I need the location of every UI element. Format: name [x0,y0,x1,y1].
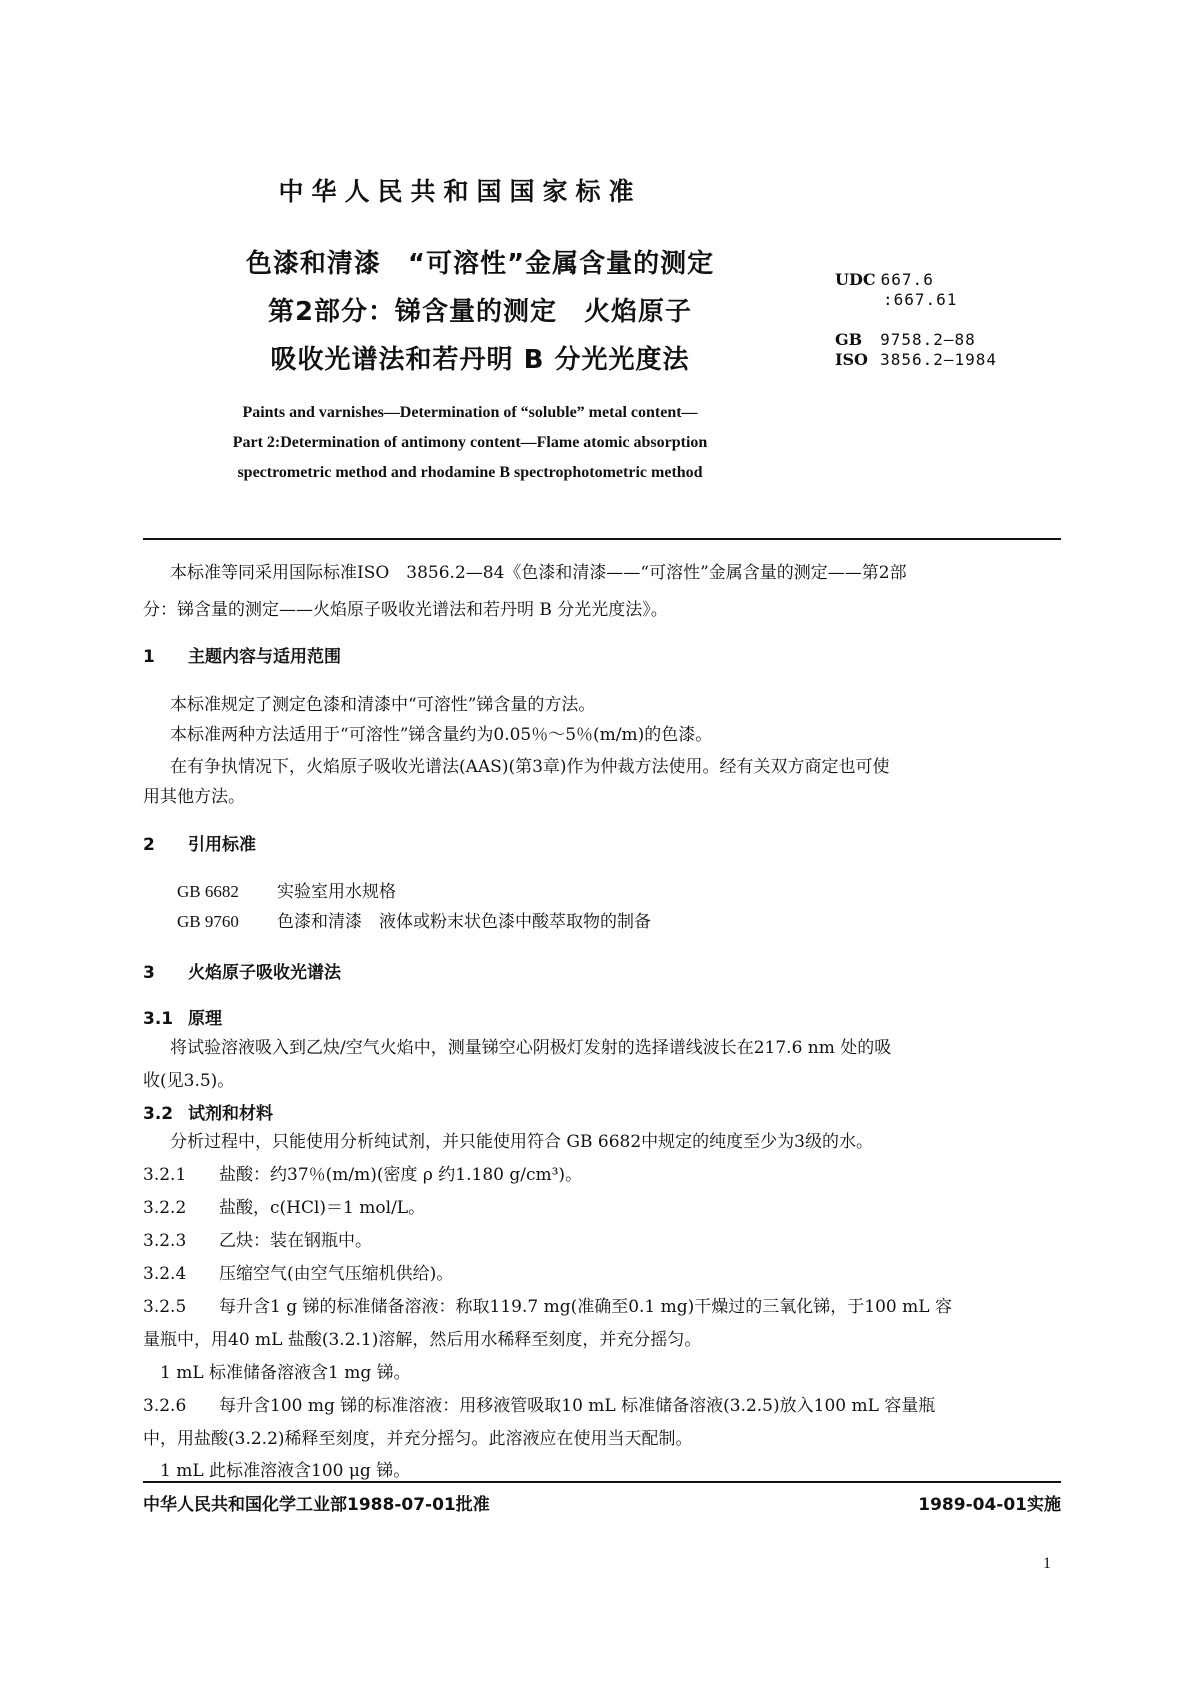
reagent-item-cont: 中，用盐酸(3.2.2)稀释至刻度，并充分摇匀。此溶液应在使用当天配制。 [143,1429,693,1449]
reference-item [177,877,396,907]
footer-divider [143,1481,1061,1483]
item-number: 3.2.1 [143,1165,187,1185]
section-title: 原理 [188,1009,222,1029]
title-line-3: 吸收光谱法和若丹明 B 分光光度法 [270,345,690,375]
reagents-intro: 分析过程中，只能使用分析纯试剂，并只能使用符合 GB 6682中规定的纯度至少为3级的水。 [170,1132,873,1152]
english-title-line-3: spectrometric method and rhodamine B spectrophotometric method [237,464,703,481]
section-number: 3.1 [143,1009,174,1029]
reference-item [177,907,651,937]
english-title-line-1: Paints and varnishes—Determination of “soluble” metal content— [242,404,698,421]
section-3-1-heading [143,1004,222,1029]
gb-label: GB [835,330,863,349]
section-title: 主题内容与适用范围 [188,647,341,667]
item-number: 3.2.3 [143,1231,187,1251]
reference-code: GB 9760 [177,912,239,931]
reagent-item [143,1259,453,1289]
section-1-para-1: 本标准规定了测定色漆和清漆中“可溶性”锑含量的方法。 [170,695,596,715]
reagent-item [143,1292,952,1322]
english-title-line-2: Part 2:Determination of antimony content—Flame atomic absorption [232,434,708,451]
reference-title: 实验室用水规格 [277,882,396,902]
gb-value: 9758.2—88 [880,330,976,349]
section-title: 引用标准 [188,835,256,855]
item-text: 每升含100 mg 锑的标准溶液：用移液管吸取10 mL 标准储备溶液(3.2.5)放入100 mL 容量瓶 [219,1396,936,1416]
page-number: 1 [1043,1555,1051,1572]
udc-value-2: :667.61 [883,290,958,309]
section-number: 1 [143,647,155,667]
section-3-heading [143,958,341,983]
principle-line-2: 收(见3.5)。 [143,1071,235,1091]
reference-code: GB 6682 [177,882,239,901]
item-text: 压缩空气(由空气压缩机供给)。 [219,1264,454,1284]
section-2-heading [143,830,256,855]
reagent-item-cont: 量瓶中，用40 mL 盐酸(3.2.1)溶解，然后用水稀释至刻度，并充分摇匀。 [143,1330,702,1350]
reference-title: 色漆和清漆 液体或粉末状色漆中酸萃取物的制备 [277,912,651,932]
section-number: 2 [143,835,155,855]
section-1-para-3: 在有争执情况下，火焰原子吸收光谱法(AAS)(第3章)作为仲裁方法使用。经有关双方商定也可使 [170,757,890,777]
english-title [150,398,790,488]
reagent-item-note: 1 mL 标准储备溶液含1 mg 锑。 [160,1363,411,1383]
item-number: 3.2.4 [143,1264,187,1284]
reagent-item [143,1391,935,1421]
document-title [200,240,760,384]
section-1-para-2: 本标准两种方法适用于“可溶性”锑含量约为0.05％～5％(m/m)的色漆。 [170,725,713,745]
item-number: 3.2.2 [143,1198,187,1218]
item-number: 3.2.6 [143,1396,187,1416]
implementation-date: 1989-04-01实施 [918,1495,1061,1515]
section-3-2-heading [143,1099,273,1124]
classification-codes [835,270,997,370]
national-standard-header: 中华人民共和国国家标准 [278,177,642,206]
reagent-item [143,1226,372,1256]
item-text: 每升含1 g 锑的标准储备溶液：称取119.7 mg(准确至0.1 mg)干燥过的三氧化锑，于100 mL 容 [219,1297,952,1317]
principle-line-1: 将试验溶液吸入到乙炔/空气火焰中，测量锑空心阴极灯发射的选择谱线波长在217.6 nm 处的吸 [170,1038,892,1058]
section-1-heading [143,642,341,667]
intro-line-2: 分：锑含量的测定——火焰原子吸收光谱法和若丹明 B 分光光度法》。 [143,600,668,620]
iso-label: ISO [835,350,868,369]
reagent-item [143,1160,582,1190]
approval-info: 中华人民共和国化学工业部1988-07-01批准 [143,1495,490,1515]
section-number: 3.2 [143,1104,174,1124]
section-1-para-3-cont: 用其他方法。 [143,787,245,807]
section-title: 火焰原子吸收光谱法 [188,963,341,983]
udc-value-1: 667.6 [880,270,934,289]
reagent-item-note: 1 mL 此标准溶液含100 μg 锑。 [160,1461,411,1481]
section-number: 3 [143,963,155,983]
item-text: 乙炔：装在钢瓶中。 [219,1231,372,1251]
reagent-item [143,1193,425,1223]
udc-label: UDC [835,270,876,289]
item-text: 盐酸：约37％(m/m)(密度 ρ 约1.180 g/cm³)。 [219,1165,583,1185]
title-line-1: 色漆和清漆 “可溶性”金属含量的测定 [245,249,715,279]
iso-value: 3856.2—1984 [880,350,998,369]
title-line-2: 第2部分：锑含量的测定 火焰原子 [267,297,693,327]
item-number: 3.2.5 [143,1297,187,1317]
section-title: 试剂和材料 [188,1104,273,1124]
header-divider [143,538,1061,540]
intro-line-1: 本标准等同采用国际标准ISO 3856.2—84《色漆和清漆——“可溶性”金属含量的测定——第2部 [170,563,907,583]
item-text: 盐酸，c(HCl)＝1 mol/L。 [219,1198,426,1218]
